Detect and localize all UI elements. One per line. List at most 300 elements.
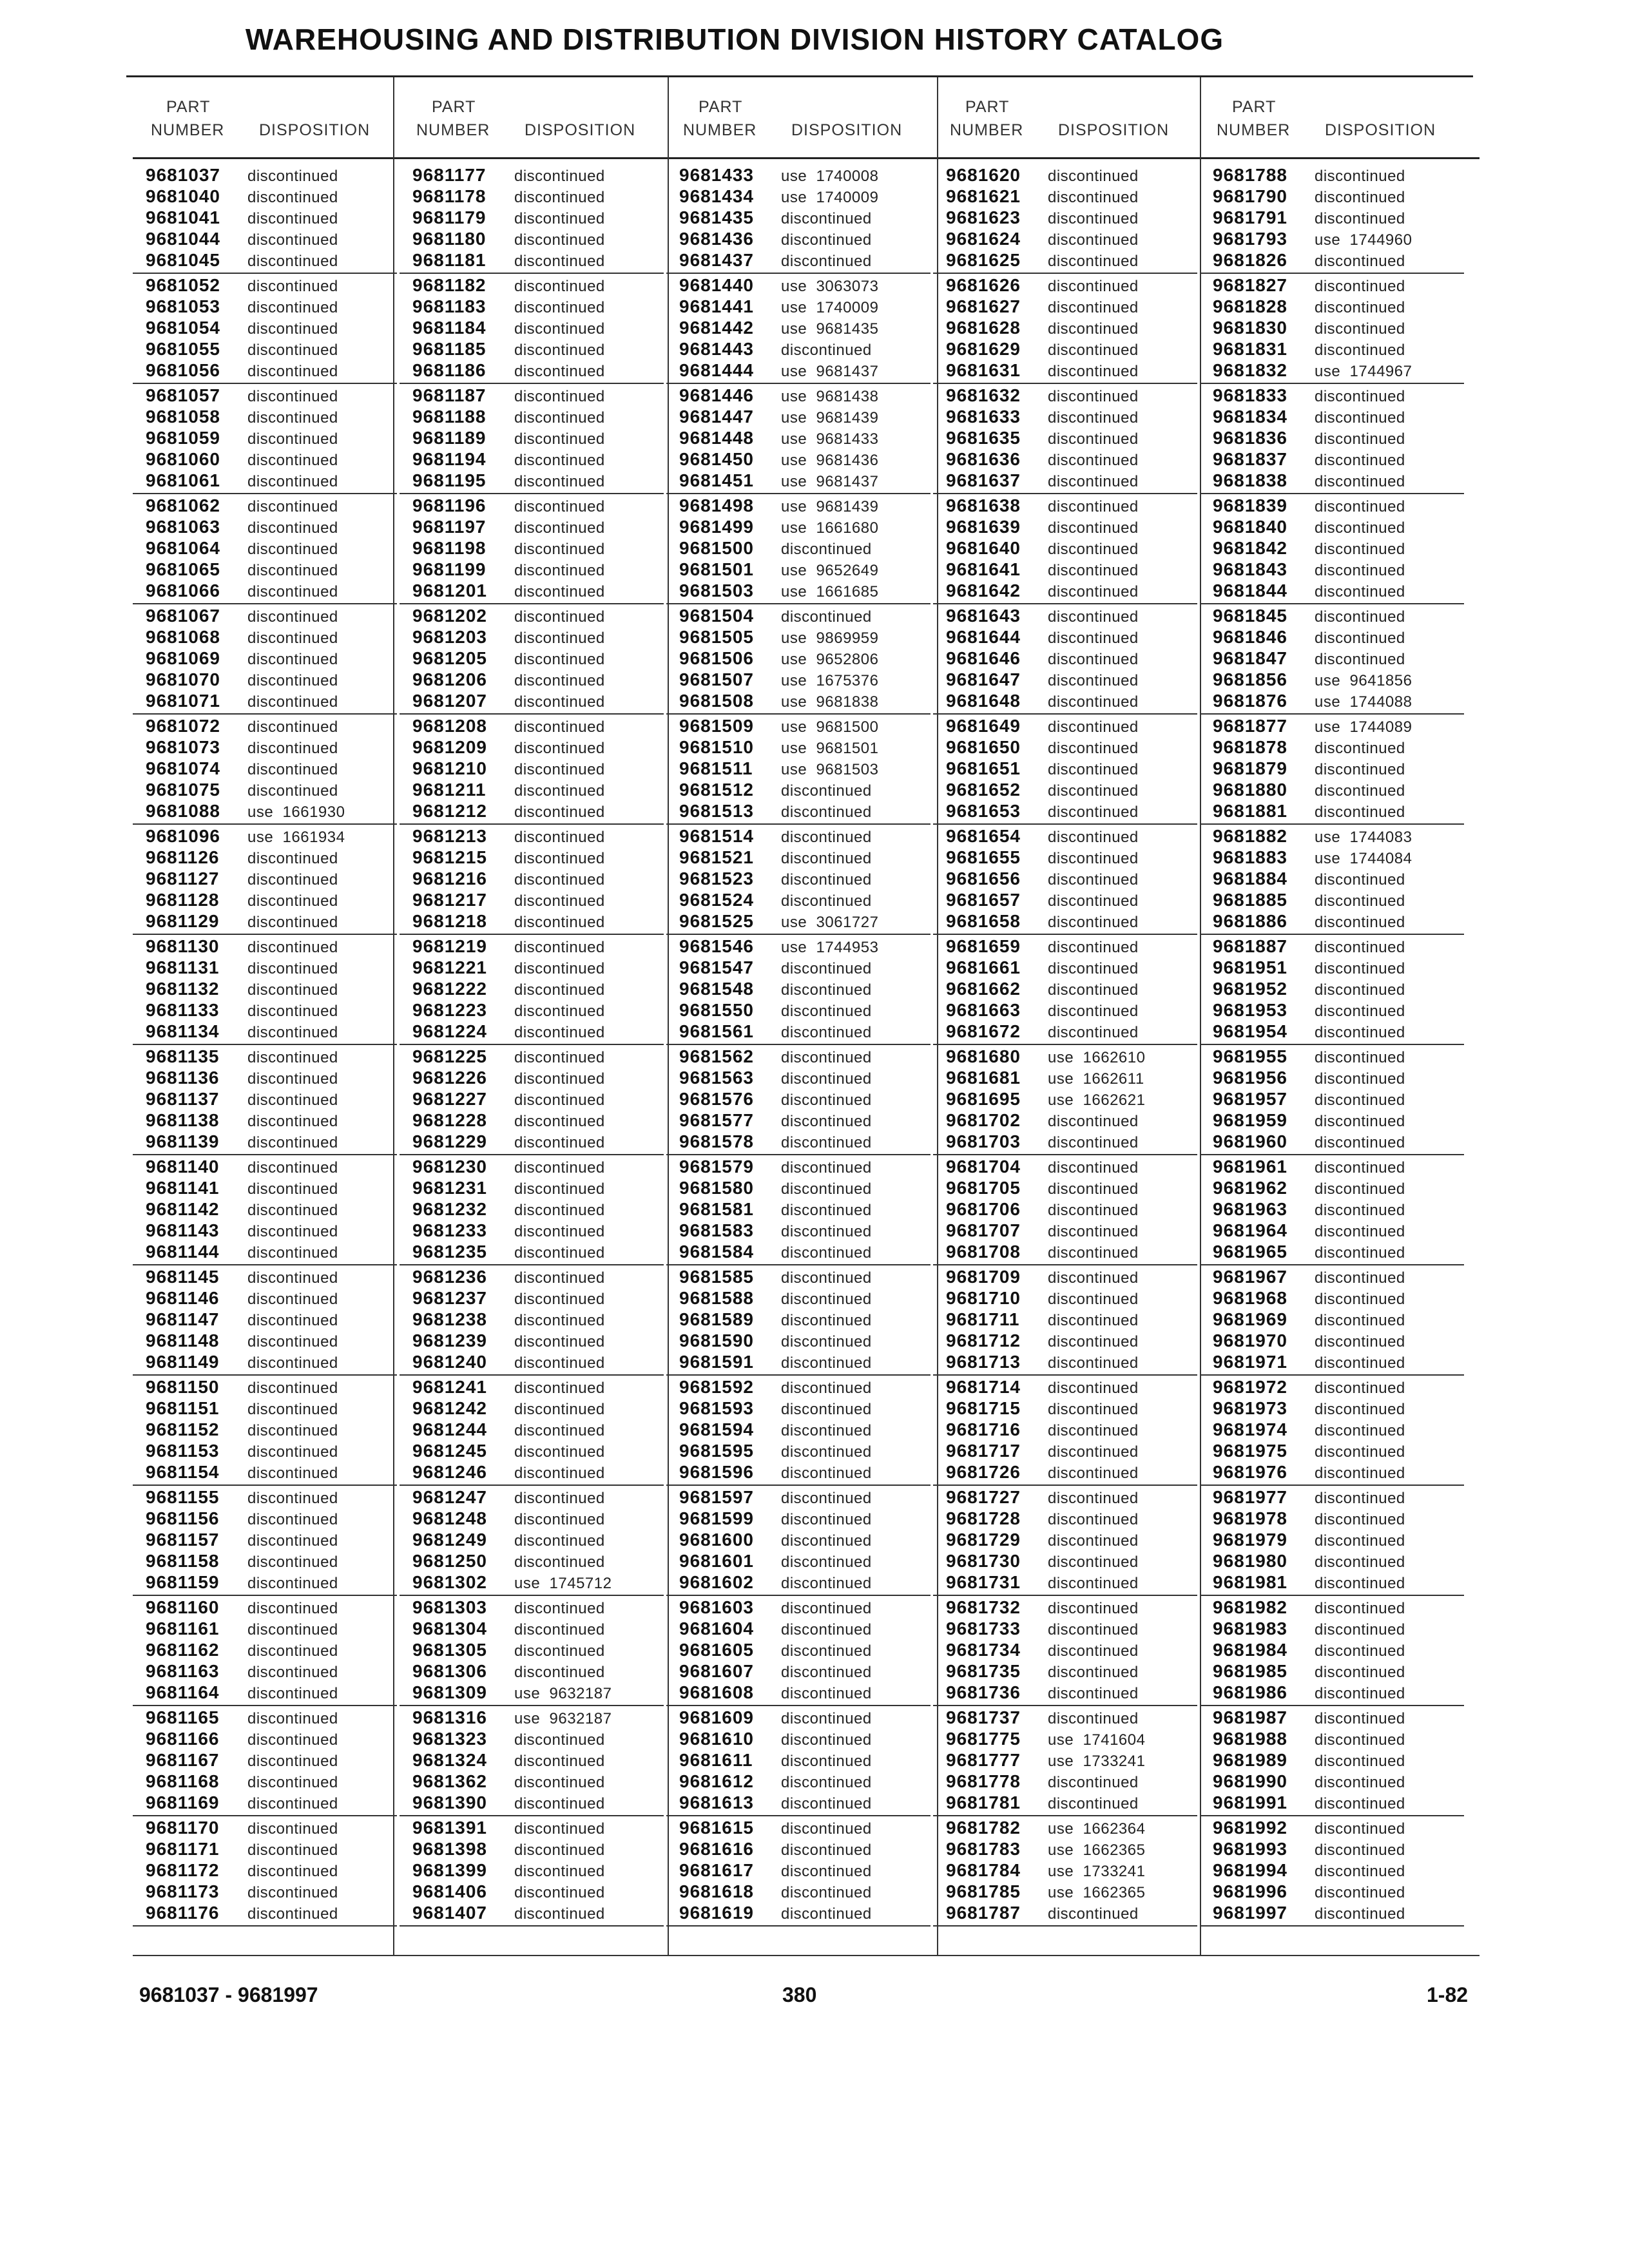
- disposition: discontinued: [1315, 914, 1405, 931]
- part-number: 9681073: [146, 737, 221, 757]
- catalog-row: [1200, 538, 1464, 559]
- part-number: 9681037: [146, 165, 221, 185]
- disposition: use 9681500: [781, 718, 879, 736]
- catalog-row: [1200, 229, 1464, 250]
- part-number: 9681600: [679, 1530, 755, 1550]
- catalog-row: [1200, 1267, 1464, 1288]
- row-group: [933, 1597, 1197, 1706]
- catalog-row: [133, 1508, 397, 1530]
- disposition: discontinued: [781, 1600, 872, 1617]
- part-number: 9681161: [146, 1619, 220, 1639]
- catalog-row: [666, 648, 930, 669]
- catalog-row: [133, 449, 397, 470]
- disposition: discontinued: [514, 498, 605, 515]
- catalog-row: [666, 186, 930, 207]
- part-number: 9681512: [679, 780, 755, 800]
- disposition: discontinued: [1048, 1180, 1139, 1198]
- disposition: discontinued: [514, 299, 605, 316]
- disposition: discontinued: [781, 782, 872, 800]
- catalog-row: [1200, 627, 1464, 648]
- footer-part-range: 9681037 - 9681997: [139, 1983, 318, 2006]
- catalog-row: [933, 165, 1197, 186]
- part-number: 9681230: [412, 1157, 488, 1177]
- part-number: 9681988: [1213, 1729, 1288, 1749]
- part-number: 9681448: [679, 428, 755, 448]
- catalog-row: [1200, 1551, 1464, 1572]
- disposition: discontinued: [781, 1884, 872, 1901]
- catalog-row: [400, 979, 664, 1000]
- part-number: 9681644: [946, 627, 1021, 647]
- catalog-row: [933, 559, 1197, 581]
- disposition: discontinued: [247, 1731, 338, 1749]
- part-number: 9681056: [146, 360, 221, 380]
- disposition: discontinued: [247, 1244, 338, 1262]
- part-number: 9681248: [412, 1508, 488, 1528]
- part-number: 9681067: [146, 606, 221, 626]
- part-number: 9681224: [412, 1021, 488, 1041]
- disposition: discontinued: [1315, 1159, 1405, 1177]
- catalog-row: [666, 801, 930, 822]
- disposition: discontinued: [1315, 1820, 1405, 1838]
- disposition: discontinued: [247, 1532, 338, 1550]
- part-number: 9681615: [679, 1818, 755, 1838]
- part-number: 9681154: [146, 1462, 220, 1482]
- part-number: 9681232: [412, 1199, 488, 1219]
- disposition: discontinued: [514, 1113, 605, 1130]
- part-number: 9681646: [946, 648, 1021, 668]
- catalog-row: [933, 1377, 1197, 1398]
- catalog-row: [400, 165, 664, 186]
- disposition: discontinued: [1315, 1443, 1405, 1461]
- row-group: [1200, 1487, 1464, 1596]
- disposition: use 1662621: [1048, 1091, 1146, 1109]
- part-number: 9681437: [679, 250, 755, 270]
- catalog-row: [1200, 1903, 1464, 1924]
- part-number: 9681197: [412, 517, 487, 537]
- part-number: 9681198: [412, 538, 487, 558]
- catalog-row: [666, 385, 930, 407]
- disposition: discontinued: [247, 1070, 338, 1088]
- disposition: use 1744953: [781, 939, 879, 956]
- part-number: 9681584: [679, 1242, 755, 1262]
- row-group: [933, 716, 1197, 825]
- part-number: 9681237: [412, 1288, 488, 1308]
- catalog-row: [933, 1508, 1197, 1530]
- catalog-row: [666, 1398, 930, 1419]
- disposition: discontinued: [514, 1422, 605, 1439]
- part-number: 9681884: [1213, 869, 1288, 889]
- catalog-row: [933, 890, 1197, 911]
- catalog-row: [133, 385, 397, 407]
- bottom-rule: [133, 1955, 1480, 1956]
- catalog-row: [1200, 1462, 1464, 1483]
- part-number: 9681242: [412, 1398, 488, 1418]
- catalog-row: [400, 1551, 664, 1572]
- catalog-row: [133, 1021, 397, 1043]
- catalog-row: [666, 1242, 930, 1263]
- disposition: discontinued: [514, 803, 605, 821]
- disposition: discontinued: [514, 1003, 605, 1020]
- part-number: 9681433: [679, 165, 755, 185]
- part-number: 9681096: [146, 826, 221, 846]
- part-number: 9681561: [679, 1021, 755, 1041]
- part-number: 9681179: [412, 207, 487, 227]
- catalog-row: [1200, 360, 1464, 381]
- disposition: discontinued: [514, 430, 605, 448]
- part-number: 9681168: [146, 1771, 220, 1791]
- part-number: 9681601: [679, 1551, 755, 1571]
- catalog-row: [666, 716, 930, 737]
- part-number: 9681180: [412, 229, 487, 249]
- disposition: discontinued: [1315, 1180, 1405, 1198]
- header-number-label: NUMBER: [151, 121, 225, 139]
- part-number: 9681127: [146, 869, 220, 889]
- catalog-row: [666, 339, 930, 360]
- disposition: discontinued: [1048, 1511, 1139, 1528]
- catalog-row: [666, 1530, 930, 1551]
- disposition: discontinued: [514, 740, 605, 757]
- catalog-row: [133, 1199, 397, 1220]
- catalog-row: [1200, 1881, 1464, 1903]
- disposition: use 1744083: [1315, 829, 1412, 846]
- disposition: discontinued: [1048, 562, 1139, 579]
- catalog-row: [1200, 669, 1464, 691]
- catalog-row: [933, 517, 1197, 538]
- catalog-row: [400, 1729, 664, 1750]
- part-number: 9681710: [946, 1288, 1021, 1308]
- row-group: [133, 275, 397, 384]
- part-number: 9681503: [679, 581, 755, 601]
- disposition: discontinued: [781, 541, 872, 558]
- part-number: 9681186: [412, 360, 487, 380]
- part-number: 9681842: [1213, 538, 1288, 558]
- disposition: use 3061727: [781, 914, 879, 931]
- disposition: discontinued: [781, 1753, 872, 1770]
- part-number: 9681088: [146, 801, 221, 821]
- catalog-row: [1200, 1398, 1464, 1419]
- part-number: 9681830: [1213, 318, 1288, 338]
- catalog-row: [133, 1089, 397, 1110]
- part-number: 9681707: [946, 1220, 1021, 1240]
- catalog-row: [400, 517, 664, 538]
- disposition: discontinued: [1048, 1134, 1139, 1151]
- row-group: [666, 1487, 930, 1596]
- disposition: discontinued: [514, 1490, 605, 1507]
- row-group: [400, 385, 664, 494]
- part-number: 9681963: [1213, 1199, 1288, 1219]
- part-number: 9681636: [946, 449, 1021, 469]
- part-number: 9681064: [146, 538, 221, 558]
- part-number: 9681324: [412, 1750, 488, 1770]
- part-number: 9681316: [412, 1707, 488, 1727]
- catalog-row: [666, 1597, 930, 1619]
- catalog-row: [933, 1178, 1197, 1199]
- part-number: 9681309: [412, 1682, 488, 1702]
- disposition: discontinued: [781, 1511, 872, 1528]
- row-group: [1200, 936, 1464, 1045]
- catalog-row: [933, 449, 1197, 470]
- row-group: [1200, 495, 1464, 604]
- catalog-row: [400, 1242, 664, 1263]
- part-number: 9681735: [946, 1661, 1021, 1681]
- disposition: discontinued: [1048, 1333, 1139, 1350]
- row-group: [400, 826, 664, 935]
- catalog-row: [400, 1000, 664, 1021]
- catalog-row: [133, 957, 397, 979]
- catalog-row: [400, 1903, 664, 1924]
- part-number: 9681138: [146, 1110, 220, 1130]
- catalog-row: [133, 339, 397, 360]
- part-number: 9681450: [679, 449, 755, 469]
- catalog-row: [933, 360, 1197, 381]
- disposition: discontinued: [247, 1003, 338, 1020]
- disposition: discontinued: [781, 892, 872, 910]
- catalog-row: [933, 1021, 1197, 1043]
- disposition: discontinued: [1048, 1621, 1139, 1639]
- disposition: discontinued: [781, 960, 872, 977]
- disposition: discontinued: [781, 1820, 872, 1838]
- part-number: 9681778: [946, 1771, 1021, 1791]
- catalog-row: [1200, 1572, 1464, 1593]
- part-number: 9681066: [146, 581, 221, 601]
- disposition: discontinued: [1048, 850, 1139, 867]
- catalog-row: [1200, 1021, 1464, 1043]
- part-number: 9681147: [146, 1309, 220, 1329]
- part-number: 9681627: [946, 296, 1021, 316]
- disposition: discontinued: [247, 231, 338, 249]
- disposition: discontinued: [247, 409, 338, 427]
- catalog-row: [933, 691, 1197, 712]
- disposition: discontinued: [781, 1024, 872, 1041]
- catalog-row: [400, 1089, 664, 1110]
- disposition: discontinued: [1048, 1003, 1139, 1020]
- disposition: discontinued: [247, 1134, 338, 1151]
- part-number: 9681240: [412, 1352, 488, 1372]
- catalog-row: [666, 1839, 930, 1860]
- catalog-row: [133, 606, 397, 627]
- disposition: discontinued: [247, 341, 338, 359]
- catalog-row: [400, 847, 664, 869]
- part-number: 9681617: [679, 1860, 755, 1880]
- part-number: 9681836: [1213, 428, 1288, 448]
- row-group: [666, 1157, 930, 1265]
- part-number: 9681195: [412, 470, 487, 490]
- catalog-row: [1200, 207, 1464, 229]
- part-number: 9681142: [146, 1199, 220, 1219]
- disposition: discontinued: [1315, 583, 1405, 601]
- part-number: 9681521: [679, 847, 755, 867]
- disposition: discontinued: [247, 1291, 338, 1308]
- header-part-label: PART: [1232, 98, 1277, 116]
- catalog-row: [133, 1398, 397, 1419]
- part-number: 9681709: [946, 1267, 1021, 1287]
- part-number: 9681166: [146, 1729, 220, 1749]
- catalog-row: [666, 1089, 930, 1110]
- row-group: [933, 606, 1197, 715]
- catalog-column-3: [666, 165, 930, 1928]
- part-number: 9681246: [412, 1462, 488, 1482]
- disposition: discontinued: [781, 1443, 872, 1461]
- part-number: 9681952: [1213, 979, 1288, 999]
- catalog-row: [400, 1640, 664, 1661]
- disposition: discontinued: [781, 1465, 872, 1482]
- disposition: discontinued: [514, 1180, 605, 1198]
- catalog-row: [1200, 407, 1464, 428]
- catalog-row: [666, 890, 930, 911]
- part-number: 9681205: [412, 648, 488, 668]
- disposition: discontinued: [247, 519, 338, 537]
- part-number: 9681650: [946, 737, 1021, 757]
- catalog-row: [933, 1331, 1197, 1352]
- part-number: 9681987: [1213, 1707, 1288, 1727]
- catalog-row: [666, 1000, 930, 1021]
- disposition: use 1675376: [781, 672, 879, 689]
- part-number: 9681510: [679, 737, 755, 757]
- part-number: 9681053: [146, 296, 221, 316]
- row-group: [933, 1707, 1197, 1816]
- disposition: discontinued: [781, 231, 872, 249]
- disposition: discontinued: [514, 1465, 605, 1482]
- catalog-row: [133, 801, 397, 822]
- catalog-row: [400, 648, 664, 669]
- catalog-row: [1200, 606, 1464, 627]
- catalog-row: [666, 1707, 930, 1729]
- catalog-row: [666, 1551, 930, 1572]
- row-group: [933, 1267, 1197, 1376]
- part-number: 9681188: [412, 407, 487, 427]
- catalog-row: [133, 1419, 397, 1441]
- disposition: discontinued: [1048, 672, 1139, 689]
- disposition: discontinued: [1048, 1795, 1139, 1812]
- part-number: 9681659: [946, 936, 1021, 956]
- disposition: discontinued: [781, 1490, 872, 1507]
- catalog-row: [133, 979, 397, 1000]
- disposition: discontinued: [1048, 341, 1139, 359]
- part-number: 9681069: [146, 648, 221, 668]
- part-number: 9681133: [146, 1000, 220, 1020]
- row-group: [1200, 165, 1464, 274]
- part-number: 9681241: [412, 1377, 488, 1397]
- catalog-row: [400, 1398, 664, 1419]
- disposition: discontinued: [247, 1024, 338, 1041]
- catalog-row: [400, 275, 664, 296]
- catalog-row: [133, 296, 397, 318]
- catalog-row: [133, 1046, 397, 1068]
- catalog-row: [133, 1860, 397, 1881]
- catalog-row: [933, 847, 1197, 869]
- part-number: 9681602: [679, 1572, 755, 1592]
- catalog-row: [1200, 559, 1464, 581]
- disposition: discontinued: [1048, 1159, 1139, 1177]
- disposition: discontinued: [247, 1269, 338, 1287]
- disposition: discontinued: [1315, 740, 1405, 757]
- part-number: 9681583: [679, 1220, 755, 1240]
- row-group: [1200, 1707, 1464, 1816]
- catalog-row: [400, 1881, 664, 1903]
- disposition: discontinued: [514, 341, 605, 359]
- catalog-row: [133, 1220, 397, 1242]
- disposition: discontinued: [1315, 1685, 1405, 1702]
- row-group: [1200, 1046, 1464, 1155]
- disposition: discontinued: [247, 210, 338, 227]
- disposition: discontinued: [514, 850, 605, 867]
- part-number: 9681612: [679, 1771, 755, 1791]
- disposition: discontinued: [247, 939, 338, 956]
- disposition: discontinued: [514, 1863, 605, 1880]
- part-number: 9681177: [412, 165, 487, 185]
- part-number: 9681787: [946, 1903, 1021, 1923]
- catalog-row: [666, 1792, 930, 1814]
- row-group: [1200, 1597, 1464, 1706]
- part-number: 9681953: [1213, 1000, 1288, 1020]
- disposition: discontinued: [781, 608, 872, 626]
- disposition: discontinued: [514, 562, 605, 579]
- disposition: use 1662365: [1048, 1841, 1146, 1859]
- catalog-row: [133, 1707, 397, 1729]
- disposition: use 1662610: [1048, 1049, 1146, 1066]
- disposition: discontinued: [1315, 541, 1405, 558]
- row-group: [133, 826, 397, 935]
- part-number: 9681131: [146, 957, 220, 977]
- part-number: 9681159: [146, 1572, 220, 1592]
- catalog-row: [666, 360, 930, 381]
- part-number: 9681790: [1213, 186, 1288, 206]
- part-number: 9681189: [412, 428, 487, 448]
- disposition: use 9681436: [781, 452, 879, 469]
- catalog-row: [933, 1860, 1197, 1881]
- disposition: discontinued: [247, 1905, 338, 1923]
- disposition: discontinued: [781, 341, 872, 359]
- part-number: 9681978: [1213, 1508, 1288, 1528]
- catalog-row: [1200, 1619, 1464, 1640]
- disposition: discontinued: [247, 1575, 338, 1592]
- part-number: 9681155: [146, 1487, 220, 1507]
- catalog-row: [933, 1707, 1197, 1729]
- part-number: 9681196: [412, 495, 487, 515]
- part-number: 9681399: [412, 1860, 488, 1880]
- disposition: discontinued: [514, 1070, 605, 1088]
- catalog-row: [1200, 826, 1464, 847]
- catalog-row: [133, 1441, 397, 1462]
- catalog-row: [933, 1792, 1197, 1814]
- catalog-row: [933, 1551, 1197, 1572]
- catalog-row: [1200, 1839, 1464, 1860]
- row-group: [400, 1707, 664, 1816]
- part-number: 9681611: [679, 1750, 753, 1770]
- part-number: 9681715: [946, 1398, 1021, 1418]
- part-number: 9681444: [679, 360, 755, 380]
- disposition: discontinued: [514, 1532, 605, 1550]
- catalog-row: [666, 911, 930, 932]
- part-number: 9681651: [946, 758, 1021, 778]
- part-number: 9681731: [946, 1572, 1021, 1592]
- catalog-row: [400, 250, 664, 271]
- disposition: discontinued: [1048, 960, 1139, 977]
- disposition: discontinued: [514, 253, 605, 270]
- part-number: 9681727: [946, 1487, 1021, 1507]
- part-number: 9681183: [412, 296, 487, 316]
- catalog-row: [133, 1530, 397, 1551]
- disposition: discontinued: [1048, 231, 1139, 249]
- part-number: 9681498: [679, 495, 755, 515]
- disposition: use 1733241: [1048, 1863, 1146, 1880]
- disposition: discontinued: [1048, 1202, 1139, 1219]
- row-group: [666, 495, 930, 604]
- disposition: discontinued: [1048, 498, 1139, 515]
- row-group: [933, 275, 1197, 384]
- part-number: 9681054: [146, 318, 221, 338]
- disposition: discontinued: [1048, 1905, 1139, 1923]
